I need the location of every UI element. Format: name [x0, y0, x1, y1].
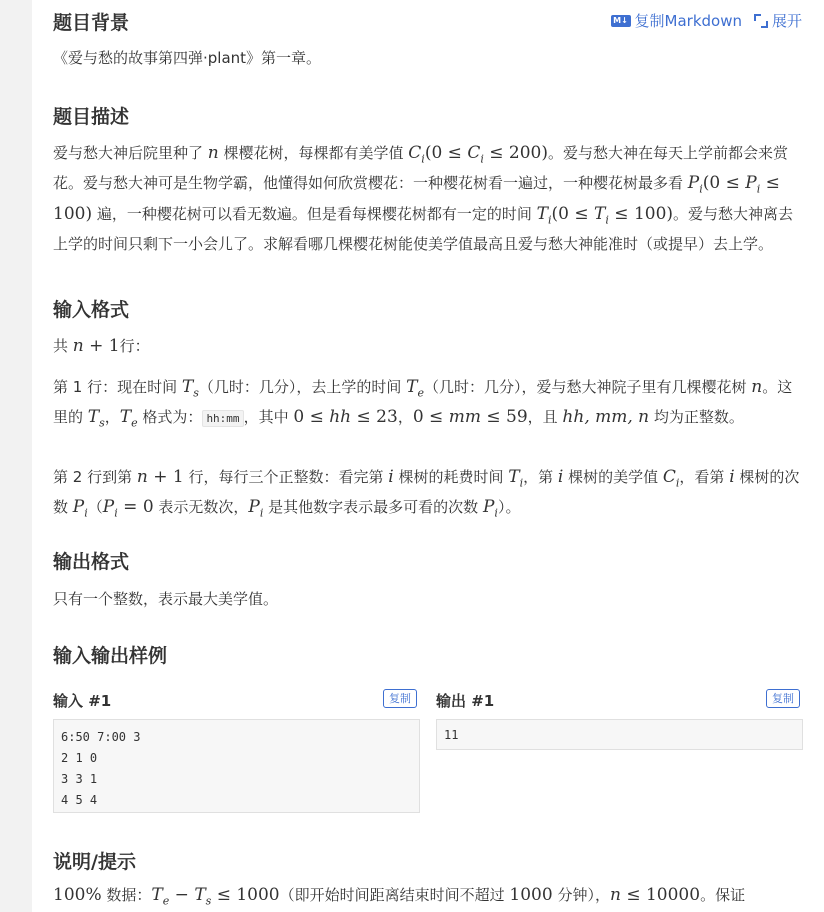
input-format-tree-lines: 第 2 行到第 n + 1 行，每行三个正整数：看完第 i 棵树的耗费时间 $T_i$，第 i 棵树的美学值 $C_i$，看第 i 棵树的次数 $P_i(P_i = 0$ 表示无数次，$P_i$ 是其他数字表示最多可看的次数 $P_i$）。 [53, 467, 800, 520]
sample-input-line: 4 5 4 [61, 793, 98, 807]
sample-output-label: 输出 #1 [436, 692, 495, 710]
hint-text: 100% 数据：$T_e - T_s \le 1000$（即开始时间距离结束时间不超过 1000 分钟），n ≤ 10000。保证 [53, 885, 746, 908]
problem-card [32, 0, 824, 912]
copy-markdown-label: 复制Markdown [634, 12, 742, 30]
background-text: 《爱与愁的故事第四弹·plant》第一章。 [53, 49, 322, 67]
sample-input-line: 3 3 1 [61, 772, 98, 786]
description-title: 题目描述 [53, 106, 130, 128]
sample-input-label: 输入 #1 [53, 692, 112, 710]
copy-input-button[interactable]: 复制 [383, 689, 417, 708]
expand-button[interactable] [754, 10, 802, 31]
sample-input-line: 2 1 0 [61, 751, 98, 765]
time-format-code: hh:mm [202, 410, 243, 427]
sample-input-line: 6:50 7:00 3 [61, 730, 141, 744]
problem-actions [611, 10, 802, 31]
input-format-first-line: 第 1 行：现在时间 $T_s$（几时：几分），去上学的时间 $T_e$（几时：几分），爱与愁大神院子里有几棵樱花树 n。这里的 $T_s$，$T_e$ 格式为： hh:mm ，其中 0 ≤ hh ≤ 23，0 ≤ mm ≤ 59，且 hh, mm, n 均为正整数。 [53, 377, 793, 430]
hint-title: 说明/提示 [53, 851, 136, 873]
output-format-title: 输出格式 [53, 551, 130, 573]
sample-output-box[interactable] [436, 719, 803, 750]
sample-input-box[interactable] [53, 719, 420, 813]
background-title: 题目背景 [53, 12, 130, 34]
description-text: 爱与愁大神后院里种了 n 棵樱花树，每棵都有美学值 $C_i(0 \le C_i \le 200)$。爱与愁大神在每天上学前都会来赏花。爱与愁大神可是生物学霸，他懂得如何欣赏樱花：一种樱花树看一遍过，一种樱花树最多看 $P_i(0 \le P_i \le 100)$ 遍，一种樱花树可以看无数遍。但是看每棵樱花树都有一定的时间 $T_i(0 \le T_i \le 100)$。爱与愁大神离去上学的时间只剩下一小会儿了。求解看哪几棵樱花树能使美学值最高且爱与愁大神能准时（或提早）去上学。 [53, 143, 794, 254]
sample-output-line: 11 [444, 728, 459, 742]
input-format-title: 输入格式 [53, 299, 130, 321]
markdown-icon: M↓ [611, 15, 631, 27]
input-format-line-count: 共 n + 1行： [53, 336, 150, 356]
copy-markdown-button[interactable] [611, 10, 742, 31]
copy-output-button[interactable]: 复制 [766, 689, 800, 708]
expand-label: 展开 [771, 12, 802, 30]
expand-icon [754, 14, 768, 28]
samples-title: 输入输出样例 [53, 645, 168, 667]
output-format-text: 只有一个整数，表示最大美学值。 [53, 590, 279, 608]
